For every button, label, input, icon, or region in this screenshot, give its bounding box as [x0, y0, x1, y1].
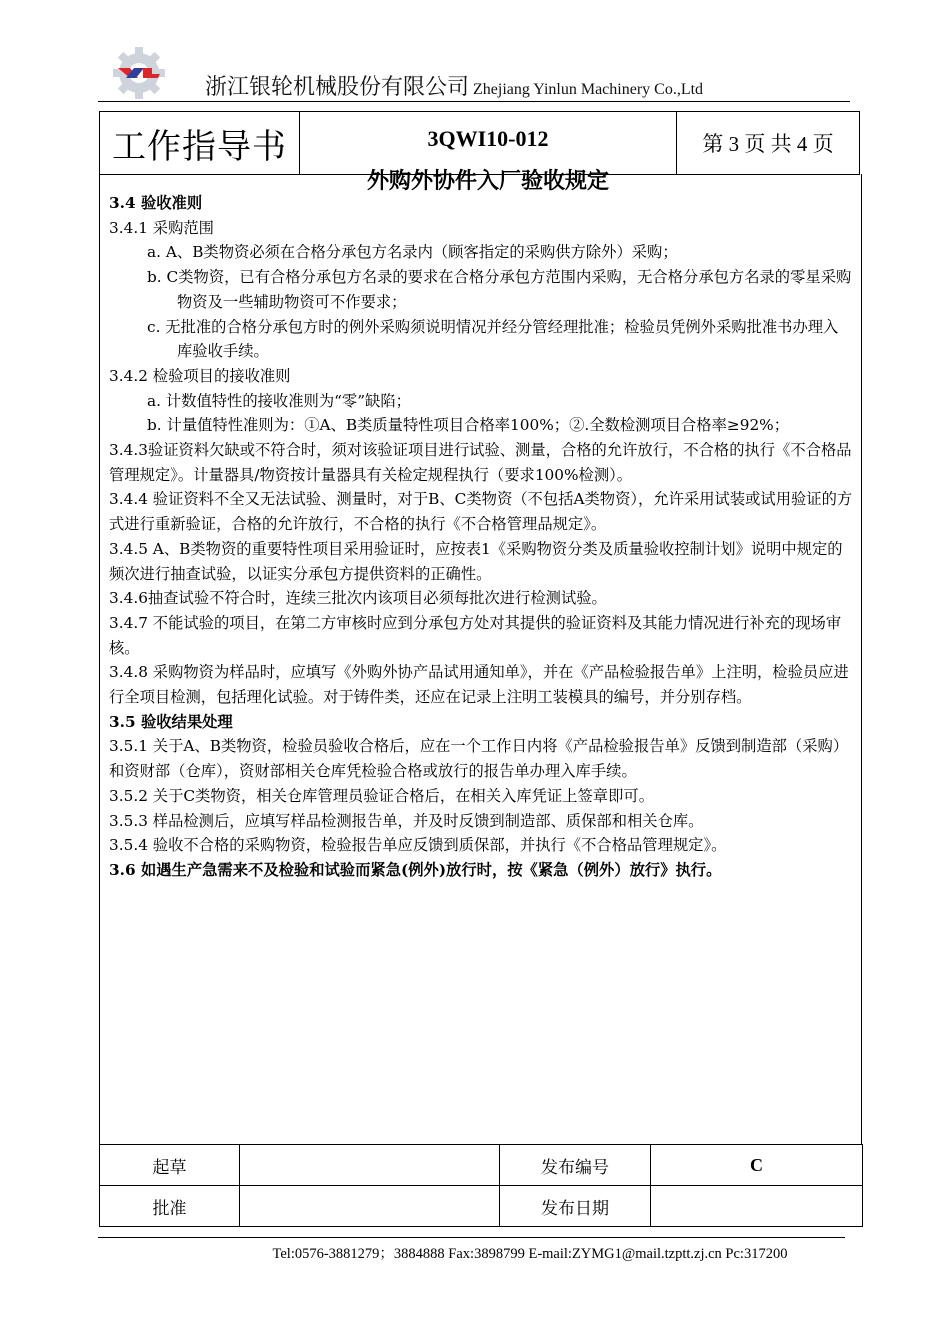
- doc-code: 3QWI10-012: [427, 126, 549, 151]
- company-name: [205, 70, 703, 100]
- paragraph: 3.4.1 采购范围: [109, 218, 214, 237]
- footer-contact: Tel:0576-3881279；3884888 Fax:3898799 E-mail:ZYMG1@mail.tzptt.zj.cn Pc:317200: [272, 1246, 788, 1262]
- page-info-cell: [677, 112, 859, 174]
- footer: [0, 1242, 950, 1263]
- doc-id-cell: [300, 112, 677, 194]
- paragraph: 3.5.2 关于C类物资，相关仓库管理员验证合格后，在相关入库凭证上签章即可。: [109, 786, 654, 805]
- doc-name: 外购外协件入厂验收规定: [366, 169, 609, 194]
- section-heading: 3.6 如遇生产急需来不及检验和试验而紧急(例外)放行时，按《紧急（例外）放行》执行。: [109, 860, 722, 879]
- section-heading: 3.4 验收准则: [109, 194, 203, 212]
- list-item: a. A、B类物资必须在合格分承包方名录内（顾客指定的采购供方除外）采购；: [147, 243, 678, 262]
- issue-date-value: [651, 1186, 863, 1227]
- yinlun-gear-logo-icon: [110, 44, 168, 102]
- company-name-chinese: 浙江银轮机械股份有限公司: [205, 75, 470, 100]
- document-body: [109, 191, 853, 883]
- approve-value: [240, 1186, 500, 1227]
- footer-divider: [98, 1237, 845, 1238]
- header-divider: [98, 101, 850, 102]
- paragraph: 3.4.8 采购物资为样品时，应填写《外购外协产品试用通知单》，并在《产品检验报告单》上注明，检验员应进行全项目检测，包括理化试验。对于铸件类，还应在记录上注明工装模具的编号，并分别存档。: [109, 663, 849, 707]
- title-block: [99, 111, 860, 194]
- paragraph: 3.4.6抽查试验不符合时，连续三批次内该项目必须每批次进行检测试验。: [109, 589, 607, 608]
- paragraph: 3.5.3 样品检测后，应填写样品检测报告单，并及时反馈到制造部、质保部和相关仓库。: [109, 811, 704, 830]
- issue-number-label: 发布编号: [500, 1145, 651, 1186]
- paragraph: 3.4.7 不能试验的项目，在第二方审核时应到分承包方处对其提供的验证资料及其能力情况进行补充的现场审核。: [109, 613, 842, 657]
- list-item: b. C类物资，已有合格分承包方名录的要求在合格分承包方范围内采购，无合格分承包方名录的零星采购物资及一些辅助物资可不作要求；: [147, 268, 852, 311]
- list-item: a. 计数值特性的接收准则为“零”缺陷；: [147, 391, 411, 410]
- section-heading: 3.5 验收结果处理: [109, 712, 233, 731]
- sign-table: [99, 1144, 863, 1227]
- paragraph: 3.4.4 验证资料不全又无法试验、测量时，对于B、C类物资（不包括A类物资），允许采用试装或试用验证的方式进行重新验证，合格的允许放行，不合格的执行《不合格管理品规定》。: [109, 490, 853, 534]
- paragraph: 3.5.4 验收不合格的采购物资，检验报告单应反馈到质保部，并执行《不合格品管理规定》。: [109, 836, 727, 855]
- list-item: c. 无批准的合格分承包方时的例外采购须说明情况并经分管经理批准；检验员凭例外采购批准书办理入库验收手续。: [147, 317, 839, 361]
- paragraph: 3.4.2 检验项目的接收准则: [109, 366, 291, 385]
- doc-type: 工作指导书: [112, 126, 287, 167]
- paragraph: 3.5.1 关于A、B类物资，检验员验收合格后，应在一个工作日内将《产品检验报告单》反馈到制造部（采购）和资财部（仓库），资财部相关仓库凭检验合格或放行的报告单办理入库手续。: [109, 737, 849, 781]
- issue-date-label: 发布日期: [500, 1186, 651, 1227]
- doc-type-cell: [100, 112, 300, 174]
- paragraph: 3.4.5 A、B类物资的重要特性项目采用验证时，应按表1《采购物资分类及质量验收控制计划》说明中规定的频次进行抽查试验，以证实分承包方提供资料的正确性。: [109, 539, 843, 583]
- draft-value: [240, 1145, 500, 1186]
- paragraph: 3.4.3验证资料欠缺或不符合时，须对该验证项目进行试验、测量，合格的允许放行，不合格的执行《不合格品管理规定》。计量器具/物资按计量器具有关检定规程执行（要求100%检测）。: [109, 441, 852, 484]
- draft-label: 起草: [100, 1145, 240, 1186]
- company-name-english: Zhejiang Yinlun Machinery Co.,Ltd: [473, 81, 704, 98]
- list-item: b. 计量值特性准则为：①A、B类质量特性项目合格率100%；②.全数检测项目合格率≥92%；: [147, 416, 790, 435]
- sign-row-approve: [100, 1186, 863, 1227]
- approve-label: 批准: [100, 1186, 240, 1227]
- sign-row-draft: [100, 1145, 863, 1186]
- issue-number-value: C: [651, 1145, 863, 1186]
- content-box: [99, 174, 862, 1145]
- page-info: 第 3 页 共 4 页: [702, 132, 834, 156]
